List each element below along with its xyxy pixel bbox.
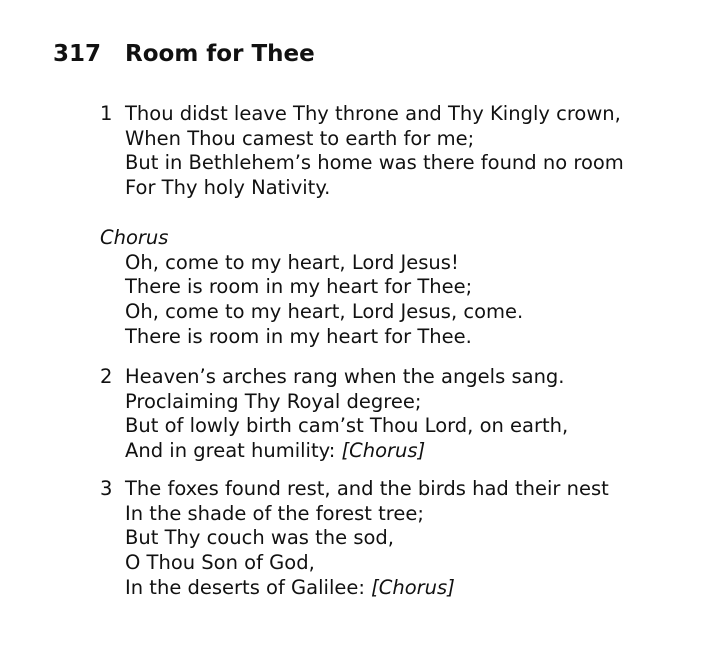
chorus-line: There is room in my heart for Thee. — [125, 324, 472, 348]
verse-line: Proclaiming Thy Royal degree; — [125, 389, 422, 413]
verse-line: Thou didst leave Thy throne and Thy Kingly crown, — [125, 102, 621, 125]
verse-line-text: In the deserts of Galilee: — [125, 575, 372, 599]
chorus — [100, 226, 523, 350]
verse-lines — [125, 477, 609, 601]
hymn-number: 317 — [53, 41, 102, 67]
chorus-line: Oh, come to my heart, Lord Jesus, come. — [125, 300, 524, 324]
verse-2 — [100, 365, 568, 464]
verse-line: In the shade of the forest tree; — [125, 501, 424, 525]
verse-lines — [125, 365, 568, 464]
verse-line-text: And in great humility: — [125, 439, 342, 463]
verse-3 — [100, 477, 609, 601]
verse-lines — [125, 102, 624, 201]
verse-line: The foxes found rest, and the birds had their nest — [125, 477, 609, 500]
chorus-lines — [125, 251, 523, 350]
verse-line — [125, 439, 568, 464]
chorus-line: There is room in my heart for Thee; — [125, 275, 473, 299]
verse-line: But of lowly birth cam’st Thou Lord, on earth, — [125, 414, 569, 438]
verse-1 — [100, 102, 624, 201]
hymn-title: Room for Thee — [125, 41, 315, 67]
chorus-reference: [Chorus] — [341, 439, 426, 463]
verse-line: O Thou Son of God, — [125, 551, 315, 575]
verse-number: 1 — [100, 102, 113, 125]
verse-line — [125, 576, 609, 601]
verse-line: Heaven’s arches rang when the angels sang. — [125, 365, 565, 388]
verse-line: For Thy holy Nativity. — [125, 176, 331, 200]
chorus-reference: [Chorus] — [371, 575, 455, 599]
verse-line: But in Bethlehem’s home was there found no room — [125, 151, 624, 175]
verse-number: 2 — [100, 365, 113, 388]
verse-number: 3 — [100, 477, 113, 500]
hymn-header — [53, 38, 315, 70]
chorus-line: Oh, come to my heart, Lord Jesus! — [125, 250, 459, 274]
chorus-label: Chorus — [100, 226, 169, 249]
verse-line: But Thy couch was the sod, — [125, 526, 395, 550]
verse-line: When Thou camest to earth for me; — [125, 126, 475, 150]
